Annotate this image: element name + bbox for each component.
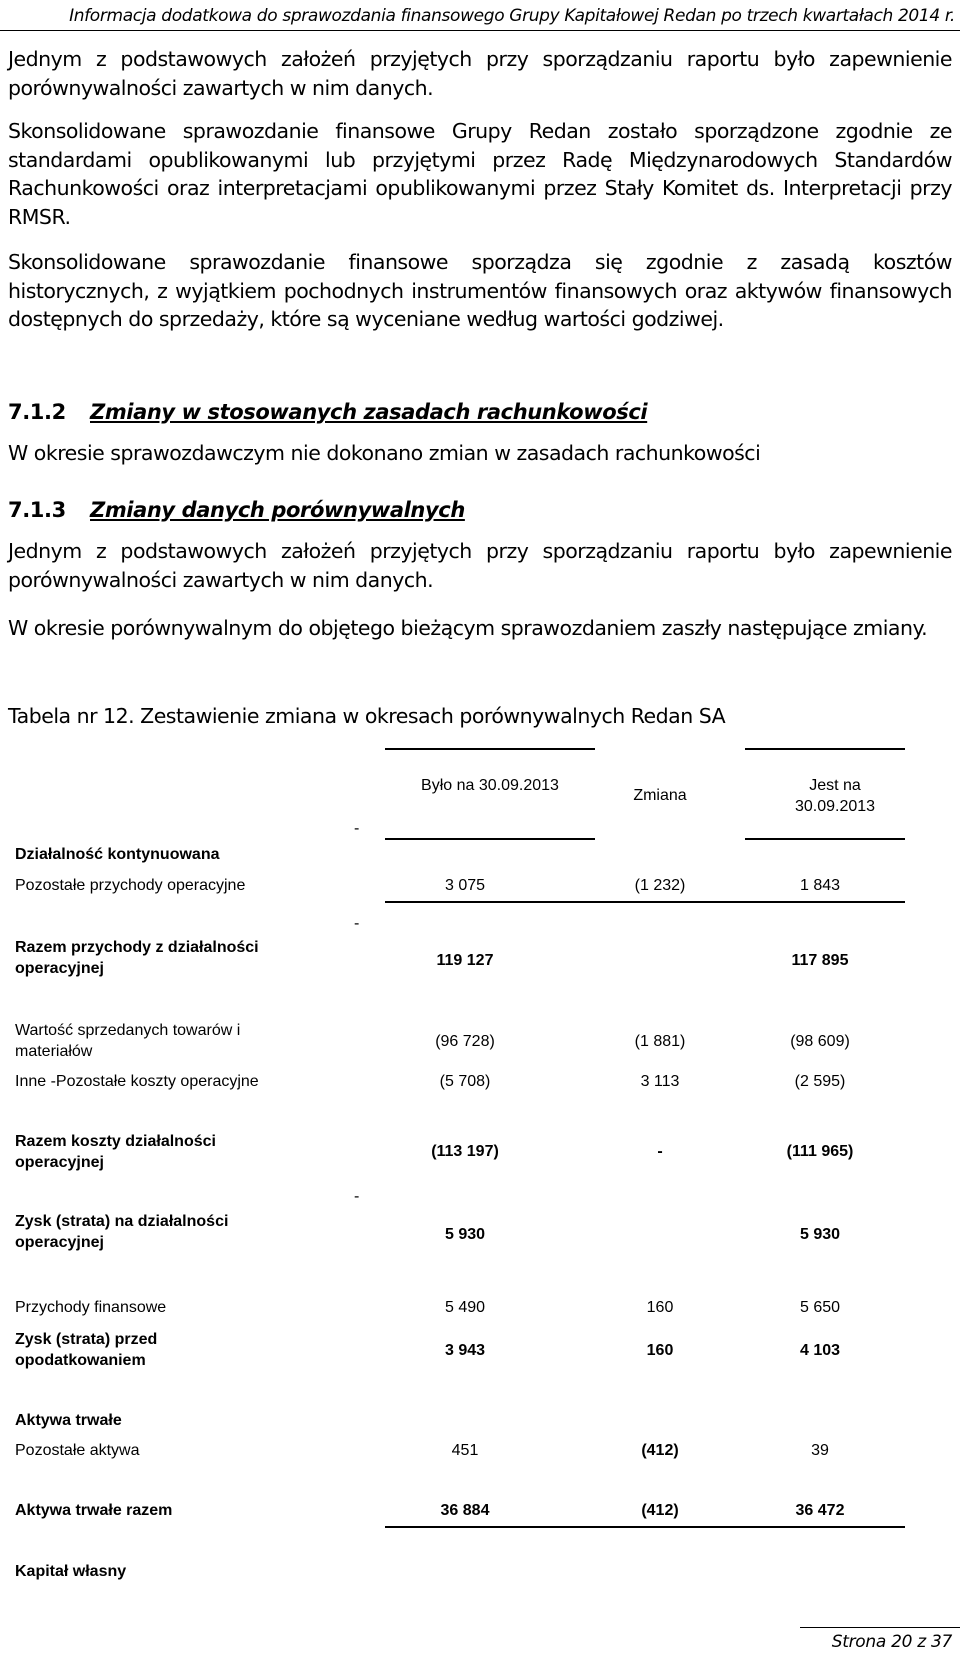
header-bottom-rule-was bbox=[385, 838, 595, 840]
cell-is: 5 650 bbox=[799, 1299, 841, 1316]
cell-change: 160 bbox=[646, 1342, 674, 1359]
cell-was: 5 490 bbox=[444, 1299, 486, 1316]
cell-is: (2 595) bbox=[794, 1073, 846, 1090]
header-top-rule-is bbox=[745, 748, 905, 750]
cell-was: 119 127 bbox=[436, 952, 494, 969]
column-header-was: Było na 30.09.2013 bbox=[421, 777, 559, 794]
page-header-title: Informacja dodatkowa do sprawozdania finansowego Grupy Kapitałowej Redan po trzech kwartałach 2014 r. bbox=[69, 6, 955, 26]
paragraph-standards: Skonsolidowane sprawozdanie finansowe Grupy Redan zostało sporządzone zgodnie ze standardami opublikowanymi lub przyjętymi przez Radę Międzynarodowych Standardów Rachunkowości oraz interpretacjami opublikowanymi przez Stały Komitet ds. Interpretacji przy RMSR. bbox=[8, 119, 952, 229]
section-number: 7.1.3 bbox=[8, 498, 66, 522]
dash-marker: - bbox=[354, 820, 360, 837]
dash-marker: - bbox=[354, 915, 360, 932]
row-label-other-assets: Pozostałe aktywa bbox=[15, 1442, 140, 1459]
row-label-total-op-income: Razem przychody z działalności operacyjnej bbox=[15, 939, 259, 977]
row-label-other-op-income: Pozostałe przychody operacyjne bbox=[15, 877, 246, 894]
cell-change: 160 bbox=[646, 1299, 674, 1316]
cell-is: (111 965) bbox=[786, 1143, 854, 1160]
cell-is: 5 930 bbox=[799, 1226, 841, 1243]
row-label-operating-profit: Zysk (strata) na działalności operacyjnej bbox=[15, 1213, 229, 1251]
row-label-equity: Kapitał własny bbox=[15, 1563, 127, 1580]
cell-is: 4 103 bbox=[799, 1342, 841, 1359]
cell-is: (98 609) bbox=[790, 1033, 850, 1050]
cell-was: 451 bbox=[451, 1442, 479, 1459]
section-heading-7-1-3 bbox=[8, 498, 465, 522]
section-number: 7.1.2 bbox=[8, 400, 66, 424]
footer-divider bbox=[800, 1627, 960, 1628]
dash-marker: - bbox=[354, 1188, 360, 1205]
paragraph-comparability-repeat: Jednym z podstawowych założeń przyjętych przy sporządzaniu raportu było zapewnienie porównywalności zawartych w nim danych. bbox=[8, 539, 952, 592]
row-bottom-rule bbox=[385, 1526, 905, 1528]
paragraph-comparability: Jednym z podstawowych założeń przyjętych przy sporządzaniu raportu było zapewnienie porównywalności zawartych w nim danych. bbox=[8, 47, 952, 100]
cell-was: (113 197) bbox=[431, 1143, 499, 1160]
cell-is: 36 472 bbox=[795, 1502, 845, 1519]
section-title: Zmiany danych porównywalnych bbox=[90, 498, 465, 522]
cell-change: (412) bbox=[641, 1502, 679, 1519]
cell-was: (96 728) bbox=[435, 1033, 495, 1050]
cell-change: (1 881) bbox=[634, 1033, 686, 1050]
column-header-change: Zmiana bbox=[633, 787, 687, 804]
cell-was: 3 943 bbox=[444, 1342, 486, 1359]
paragraph-no-changes: W okresie sprawozdawczym nie dokonano zmian w zasadach rachunkowości bbox=[8, 441, 761, 465]
row-label-other-op-costs: Inne -Pozostałe koszty operacyjne bbox=[15, 1073, 259, 1090]
section-title: Zmiany w stosowanych zasadach rachunkowości bbox=[90, 400, 648, 424]
cell-change: (412) bbox=[641, 1442, 679, 1459]
cell-is: 1 843 bbox=[799, 877, 841, 894]
paragraph-changes-intro: W okresie porównywalnym do objętego bieżącym sprawozdaniem zaszły następujące zmiany. bbox=[8, 616, 928, 640]
page-number: Strona 20 z 37 bbox=[831, 1632, 952, 1652]
row-label-fixed-assets-total: Aktywa trwałe razem bbox=[15, 1502, 173, 1519]
row-label-fixed-assets: Aktywa trwałe bbox=[15, 1412, 122, 1429]
row-label-cost-of-goods: Wartość sprzedanych towarów i materiałów bbox=[15, 1022, 241, 1060]
row-label-financial-income: Przychody finansowe bbox=[15, 1299, 167, 1316]
header-divider bbox=[0, 30, 960, 31]
row-bottom-rule bbox=[385, 901, 905, 903]
paragraph-historical-cost: Skonsolidowane sprawozdanie finansowe sporządza się zgodnie z zasadą kosztów historycznych, z wyjątkiem pochodnych instrumentów finansowych oraz aktywów finansowych dostępnych do sprzedaży, które są wyceniane według wartości godziwej. bbox=[8, 250, 952, 331]
cell-change: 3 113 bbox=[640, 1073, 680, 1090]
cell-change: (1 232) bbox=[634, 877, 686, 894]
table-caption: Tabela nr 12. Zestawienie zmiana w okresach porównywalnych Redan SA bbox=[8, 704, 726, 728]
cell-was: 3 075 bbox=[444, 877, 486, 894]
row-label-continuing-ops: Działalność kontynuowana bbox=[15, 846, 220, 863]
header-bottom-rule-is bbox=[745, 838, 905, 840]
row-label-profit-before-tax: Zysk (strata) przed opodatkowaniem bbox=[15, 1331, 158, 1369]
row-label-total-op-costs: Razem koszty działalności operacyjnej bbox=[15, 1133, 216, 1171]
cell-was: 36 884 bbox=[440, 1502, 490, 1519]
section-heading-7-1-2 bbox=[8, 400, 647, 424]
cell-is: 117 895 bbox=[791, 952, 849, 969]
column-header-is: Jest na 30.09.2013 bbox=[794, 777, 876, 815]
cell-change: - bbox=[657, 1143, 663, 1160]
header-top-rule-was bbox=[385, 748, 595, 750]
cell-was: 5 930 bbox=[444, 1226, 486, 1243]
cell-is: 39 bbox=[811, 1442, 829, 1459]
cell-was: (5 708) bbox=[439, 1073, 491, 1090]
